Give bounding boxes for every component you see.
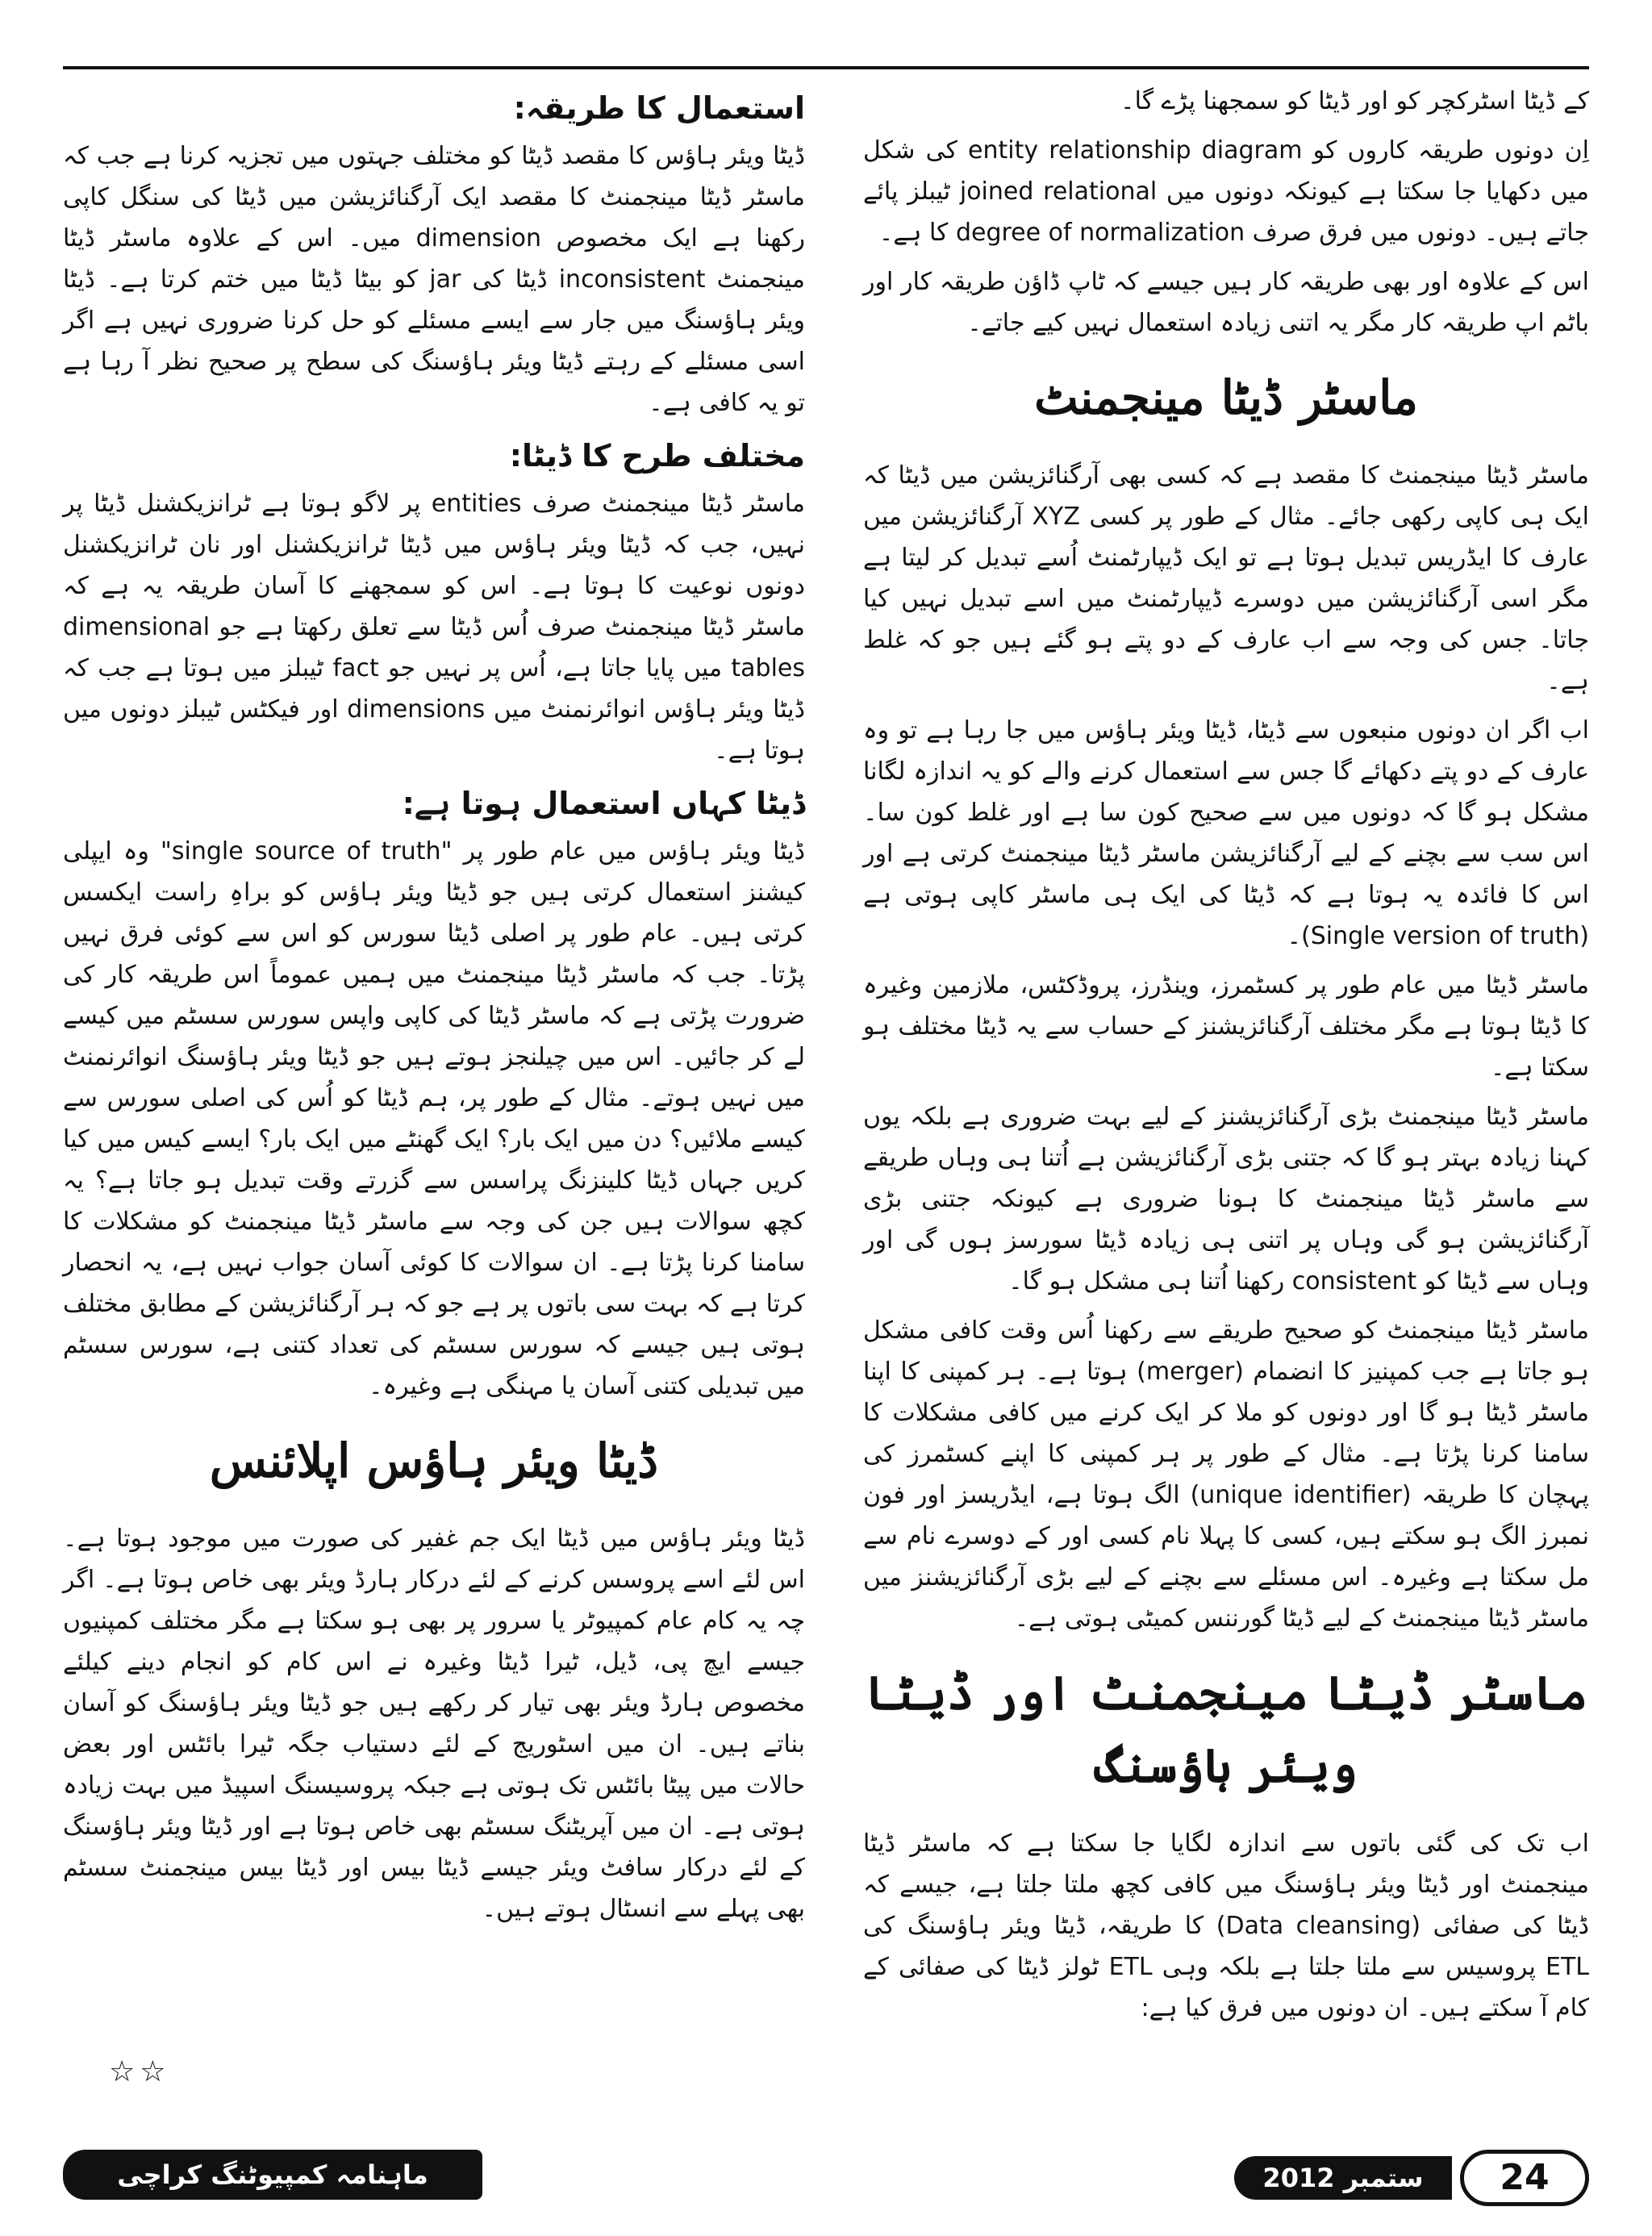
right-column xyxy=(863,81,1589,2037)
paragraph: ماسٹر ڈیٹا مینجمنٹ کو صحیح طریقے سے رکھنا اُس وقت کافی مشکل ہو جاتا ہے جب کمپنیز کا انضمام (merger) ہوتا ہے۔ ہر کمپنی کا اپنا ماسٹر ڈیٹا ہو گا اور دونوں کو ملا کر ایک کرنے میں کافی مشکلات کا سامنا کرنا پڑتا ہے۔ مثال کے طور پر ہر کمپنی کا اپنے کسٹمرز کی پہچان کا طریقہ (unique identifier) الگ ہوتا ہے، ایڈریسز اور فون نمبرز الگ ہو سکتے ہیں، کسی کا پہلا نام کسی اور کے دوسرے نام سے مل سکتا ہے وغیرہ۔ اس مسئلے سے بچنے کے لیے بڑی آرگنائزیشنز میں ماسٹر ڈیٹا مینجمنٹ کے لیے ڈیٹا گورننس کمیٹی ہوتی ہے۔ xyxy=(863,1316,1590,1633)
paragraph: اب اگر ان دونوں منبعوں سے ڈیٹا، ڈیٹا ویئر ہاؤس میں جا رہا ہے تو وہ عارف کے دو پتے دکھائے گا جس سے استعمال کرنے والے کو یہ اندازہ لگانا مشکل ہو گا کہ دونوں میں سے صحیح کون سا ہے اور غلط کون سا۔ اس سب سے بچنے کے لیے آرگنائزیشن ماسٹر ڈیٹا مینجمنٹ کرتی ہے اور اس کا فائدہ یہ ہوتا ہے کہ ڈیٹا کی ایک ہی ماسٹر کاپی ہوتی ہے (Single version of truth)۔ xyxy=(863,716,1589,950)
paragraph: اِن دونوں طریقہ کاروں کو entity relationship diagram کی شکل میں دکھایا جا سکتا ہے کیونکہ دونوں میں joined relational ٹیبلز پائے جاتے ہیں۔ دونوں میں فرق صرف degree of normalization کا ہے۔ xyxy=(863,136,1589,247)
paragraph: ڈیٹا ویئر ہاؤس کا مقصد ڈیٹا کو مختلف جہتوں میں تجزیہ کرنا ہے جب کہ ماسٹر ڈیٹا مینجمنٹ کا مقصد ایک آرگنائزیشن میں ڈیٹا کی سنگل کاپی رکھنا ہے ایک مخصوص dimension میں۔ اس کے علاوہ ماسٹر ڈیٹا مینجمنٹ inconsistent ڈیٹا کی jar کو بیٹا ڈیٹا میں ختم کرتا ہے۔ ڈیٹا ویئر ہاؤسنگ میں جار سے ایسے مسئلے کو حل کرنا ضروری نہیں ہے اگر اسی مسئلے کے رہتے ڈیٹا ویئر ہاؤسنگ کی سطح پر صحیح نظر آ رہا ہے تو یہ کافی ہے۔ xyxy=(63,142,805,417)
paragraph: ماسٹر ڈیٹا مینجمنٹ بڑی آرگنائزیشنز کے لیے بہت ضروری ہے بلکہ یوں کہنا زیادہ بہتر ہو گا کہ جتنی بڑی آرگنائزیشن ہے اُتنا ہی وہاں طریقے سے ماسٹر ڈیٹا مینجمنٹ کا ہونا ضروری ہے کیونکہ جتنی بڑی آرگنائزیشن ہو گی وہاں پر اتنی ہی زیادہ ڈیٹا سورسز ہوں گی اور وہاں سے ڈیٹا کو consistent رکھنا اُتنا ہی مشکل ہو گا۔ xyxy=(863,1103,1589,1295)
intro-line: کے ڈیٹا اسٹرکچر کو اور ڈیٹا کو سمجھنا پڑے گا۔ xyxy=(1120,87,1589,115)
paragraph: ماسٹر ڈیٹا مینجمنٹ صرف entities پر لاگو ہوتا ہے ٹرانزیکشنل ڈیٹا پر نہیں، جب کہ ڈیٹا ویئر ہاؤس میں ڈیٹا ٹرانزیکشنل اور نان ٹرانزیکشنل دونوں نوعیت کا ہوتا ہے۔ اس کو سمجھنے کا آسان طریقہ یہ ہے کہ ماسٹر ڈیٹا مینجمنٹ صرف اُس ڈیٹا سے تعلق رکھتا ہے جو dimensional tables میں پایا جاتا ہے، اُس پر نہیں جو fact ٹیبلز میں ہوتا ہے جب کہ ڈیٹا ویئر ہاؤس انوائرنمنٹ میں dimensions اور فیکٹس ٹیبلز دونوں میں ہوتا ہے۔ xyxy=(63,490,806,765)
footer-issue-info xyxy=(1234,2150,1589,2206)
page-number: 24 xyxy=(1460,2150,1589,2206)
end-stars-icon: ☆☆ xyxy=(109,2055,171,2088)
left-column xyxy=(63,81,805,1938)
paragraph: ڈیٹا ویئر ہاؤس میں عام طور پر "single source of truth" وہ ایپلی کیشنز استعمال کرتی ہیں جو ڈیٹا ویئر ہاؤس کو براہِ راست ایکسس کرتی ہیں۔ عام طور پر اصلی ڈیٹا سورس کو اس سے کوئی فرق نہیں پڑتا۔ جب کہ ماسٹر ڈیٹا مینجمنٹ میں ہمیں عموماً اس طریقہ کار کی ضرورت پڑتی ہے کہ ماسٹر ڈیٹا کی کاپی واپس سورس سسٹم میں کیسے لے کر جائیں۔ اس میں چیلنجز ہوتے ہیں جو ڈیٹا ویئر ہاؤسنگ انوائرنمنٹ میں نہیں ہوتے۔ مثال کے طور پر، ہم ڈیٹا کو اُس کی اصلی سورس سے کیسے ملائیں؟ دن میں ایک بار؟ ایک گھنٹے میں ایک بار؟ ایسے کیس میں کیا کریں جہاں ڈیٹا کلینزنگ پراسس سے گزرتے وقت تبدیل ہو جاتا ہے؟ یہ کچھ سوالات ہیں جن کی وجہ سے ماسٹر ڈیٹا مینجمنٹ کو مشکلات کا سامنا کرنا پڑتا ہے۔ ان سوالات کا کوئی آسان جواب نہیں ہے، یہ انحصار کرتا ہے کہ بہت سی باتوں پر ہے جو کہ ہر آرگنائزیشن کے مطابق مختلف ہوتی ہیں جیسے کہ سورس سسٹم کی تعداد کتنی ہے، سورس سسٹم میں تبدیلی کتنی آسان یا مہنگی ہے وغیرہ۔ xyxy=(63,837,805,1400)
section-heading-master-data-management: ماسٹر ڈیٹا مینجمنٹ xyxy=(1034,370,1418,425)
paragraph: ماسٹر ڈیٹا مینجمنٹ کا مقصد ہے کہ کسی بھی آرگنائزیشن میں ڈیٹا کہ ایک ہی کاپی رکھی جائے۔ مثال کے طور پر کسی XYZ آرگنائزیشن میں عارف کا ایڈریس تبدیل ہوتا ہے تو ایک ڈیپارٹمنٹ اُسے تبدیل کر لیتا ہے مگر اسی آرگنائزیشن میں دوسرے ڈیپارٹمنٹ میں اسے تبدیل نہیں کیا جاتا۔ جس کی وجہ سے اب عارف کے دو پتے ہو گئے ہیں جو کہ غلط ہے۔ xyxy=(863,461,1589,695)
issue-date: ستمبر 2012 xyxy=(1234,2156,1452,2200)
subheading-data-types: مختلف طرح کا ڈیٹا: xyxy=(509,438,805,473)
page-footer xyxy=(63,2150,1589,2206)
section-heading-dwh-appliance: ڈیٹا ویئر ہاؤس اپلائنس xyxy=(209,1433,659,1488)
section-heading-mdm-and-dwh: ماسٹر ڈیٹا مینجمنٹ اور ڈیٹا ویئر ہاؤسنگ xyxy=(864,1666,1588,1793)
paragraph: ڈیٹا ویئر ہاؤس میں ڈیٹا ایک جم غفیر کی صورت میں موجود ہوتا ہے۔ اس لئے اسے پروسس کرنے کے لئے درکار ہارڈ ویئر بھی خاص ہوتا ہے۔ اگر چہ یہ کام عام کمپیوٹر یا سرور پر بھی ہو سکتا ہے مگر مختلف کمپنیوں جیسے ایچ پی، ڈیل، ٹیرا ڈیٹا وغیرہ نے اس کام کو انجام دینے کیلئے مخصوص ہارڈ ویئر بھی تیار کر رکھے ہیں جو ڈیٹا ویئر ہاؤسنگ کو آسان بناتے ہیں۔ ان میں اسٹوریج کے لئے دستیاب جگہ ٹیرا بائٹس اور بعض حالات میں پیٹا بائٹس تک ہوتی ہے جبکہ پروسیسنگ اسپیڈ میں بہت زیادہ ہوتی ہے۔ ان میں آپریٹنگ سسٹم بھی خاص ہوتا ہے اور ڈیٹا ویئر ہاؤسنگ کے لئے درکار سافٹ ویئر جیسے ڈیٹا بیس اور ڈیٹا بیس مینجمنٹ سسٹم بھی پہلے سے انسٹال ہوتے ہیں۔ xyxy=(63,1525,805,1923)
magazine-name: ماہنامہ کمپیوٹنگ کراچی xyxy=(63,2150,482,2200)
top-rule xyxy=(63,66,1589,69)
paragraph: اب تک کی گئی باتوں سے اندازہ لگایا جا سکتا ہے کہ ماسٹر ڈیٹا مینجمنٹ اور ڈیٹا ویئر ہاؤسنگ میں کافی کچھ ملتا جلتا ہے، جیسے کہ ڈیٹا کی صفائی (Data cleansing) کا طریقہ، ڈیٹا ویئر ہاؤسنگ کی ETL پروسیس سے ملتا جلتا ہے بلکہ وہی ETL ٹولز ڈیٹا کی صفائی کے کام آ سکتے ہیں۔ ان دونوں میں فرق کیا ہے: xyxy=(863,1829,1590,2022)
subheading-data-usage: ڈیٹا کہاں استعمال ہوتا ہے: xyxy=(402,786,805,821)
paragraph: ماسٹر ڈیٹا میں عام طور پر کسٹمرز، وینڈرز، پروڈکٹس، ملازمین وغیرہ کا ڈیٹا ہوتا ہے مگر مختلف آرگنائزیشنز کے حساب سے یہ ڈیٹا مختلف ہو سکتا ہے۔ xyxy=(863,971,1589,1082)
paragraph: اس کے علاوہ اور بھی طریقہ کار ہیں جیسے کہ ٹاپ ڈاؤن طریقہ کار اور باٹم اپ طریقہ کار مگر یہ اتنی زیادہ استعمال نہیں کیے جاتے۔ xyxy=(863,268,1589,337)
subheading-usage: استعمال کا طریقہ: xyxy=(513,90,805,126)
